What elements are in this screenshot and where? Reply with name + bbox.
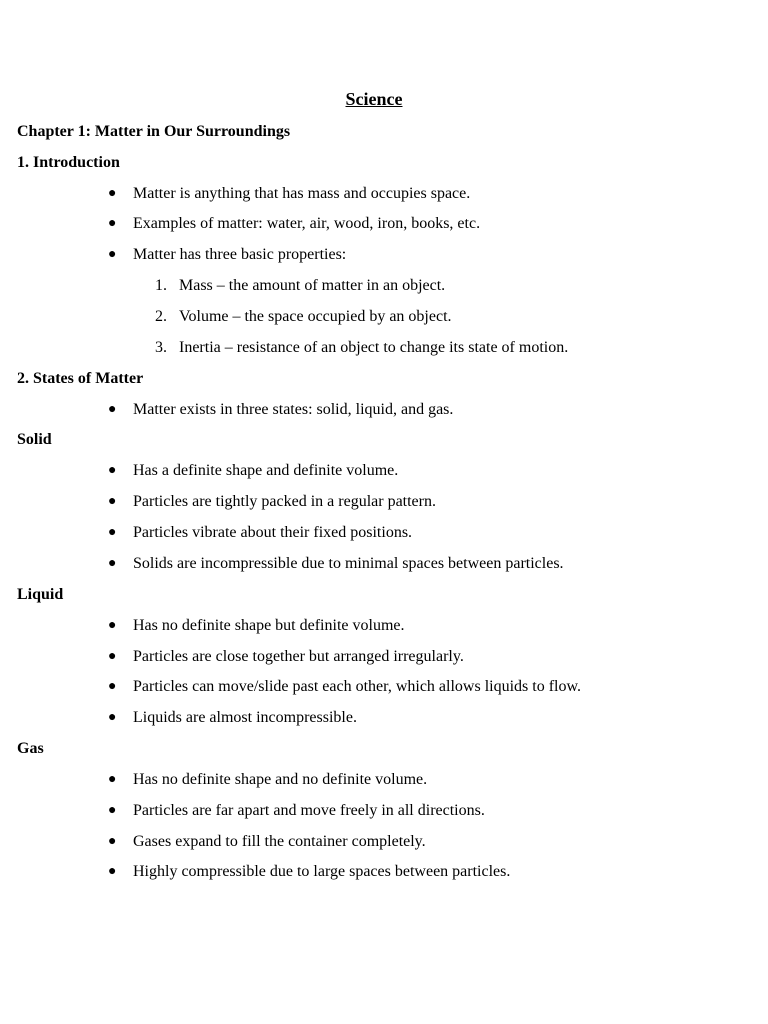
numbered-item-text: Volume – the space occupied by an object.	[179, 308, 452, 325]
list-item-text: Matter exists in three states: solid, liquid, and gas.	[133, 401, 454, 418]
list-item-text: Particles are far apart and move freely in all directions.	[133, 802, 485, 819]
bullet-icon: ●	[108, 463, 117, 478]
item-number: 1.	[155, 277, 167, 294]
section-heading-solid: Solid	[17, 431, 52, 448]
page-title: Science	[345, 89, 403, 109]
bullet-icon: ●	[108, 618, 117, 633]
list-item-text: Examples of matter: water, air, wood, iron, books, etc.	[133, 215, 481, 232]
list-item-text: Particles are tightly packed in a regular pattern.	[133, 493, 436, 510]
list-item-text: Gases expand to fill the container completely.	[133, 833, 426, 850]
bullet-icon: ●	[108, 247, 117, 262]
list-item-text: Liquids are almost incompressible.	[133, 709, 357, 726]
numbered-item-text: Mass – the amount of matter in an object.	[179, 277, 446, 294]
section-heading-introduction: 1. Introduction	[17, 154, 120, 171]
item-number: 3.	[155, 339, 167, 356]
section-heading-gas: Gas	[17, 740, 44, 757]
list-item-text: Has a definite shape and definite volume.	[133, 462, 399, 479]
bullet-icon: ●	[108, 649, 117, 664]
list-item-text: Particles can move/slide past each other, which allows liquids to flow.	[133, 678, 581, 695]
list-item-text: Has no definite shape but definite volume.	[133, 617, 405, 634]
bullet-icon: ●	[108, 525, 117, 540]
item-number: 2.	[155, 308, 167, 325]
bullet-icon: ●	[108, 679, 117, 694]
list-item-text: Solids are incompressible due to minimal spaces between particles.	[133, 555, 564, 572]
numbered-item-text: Inertia – resistance of an object to change its state of motion.	[179, 339, 569, 356]
bullet-icon: ●	[108, 803, 117, 818]
bullet-icon: ●	[108, 402, 117, 417]
bullet-icon: ●	[108, 216, 117, 231]
bullet-icon: ●	[108, 710, 117, 725]
bullet-icon: ●	[108, 494, 117, 509]
bullet-icon: ●	[108, 834, 117, 849]
bullet-icon: ●	[108, 556, 117, 571]
list-item-text: Matter is anything that has mass and occupies space.	[133, 185, 471, 202]
bullet-icon: ●	[108, 864, 117, 879]
section-heading-states: 2. States of Matter	[17, 370, 144, 387]
list-item-text: Highly compressible due to large spaces between particles.	[133, 863, 511, 880]
list-item-text: Has no definite shape and no definite volume.	[133, 771, 428, 788]
bullet-icon: ●	[108, 772, 117, 787]
list-item-text: Particles vibrate about their fixed positions.	[133, 524, 413, 541]
bullet-icon: ●	[108, 186, 117, 201]
list-item-text: Matter has three basic properties:	[133, 246, 347, 263]
chapter-heading: Chapter 1: Matter in Our Surroundings	[17, 123, 291, 140]
section-heading-liquid: Liquid	[17, 586, 64, 603]
list-item-text: Particles are close together but arranged irregularly.	[133, 648, 464, 665]
